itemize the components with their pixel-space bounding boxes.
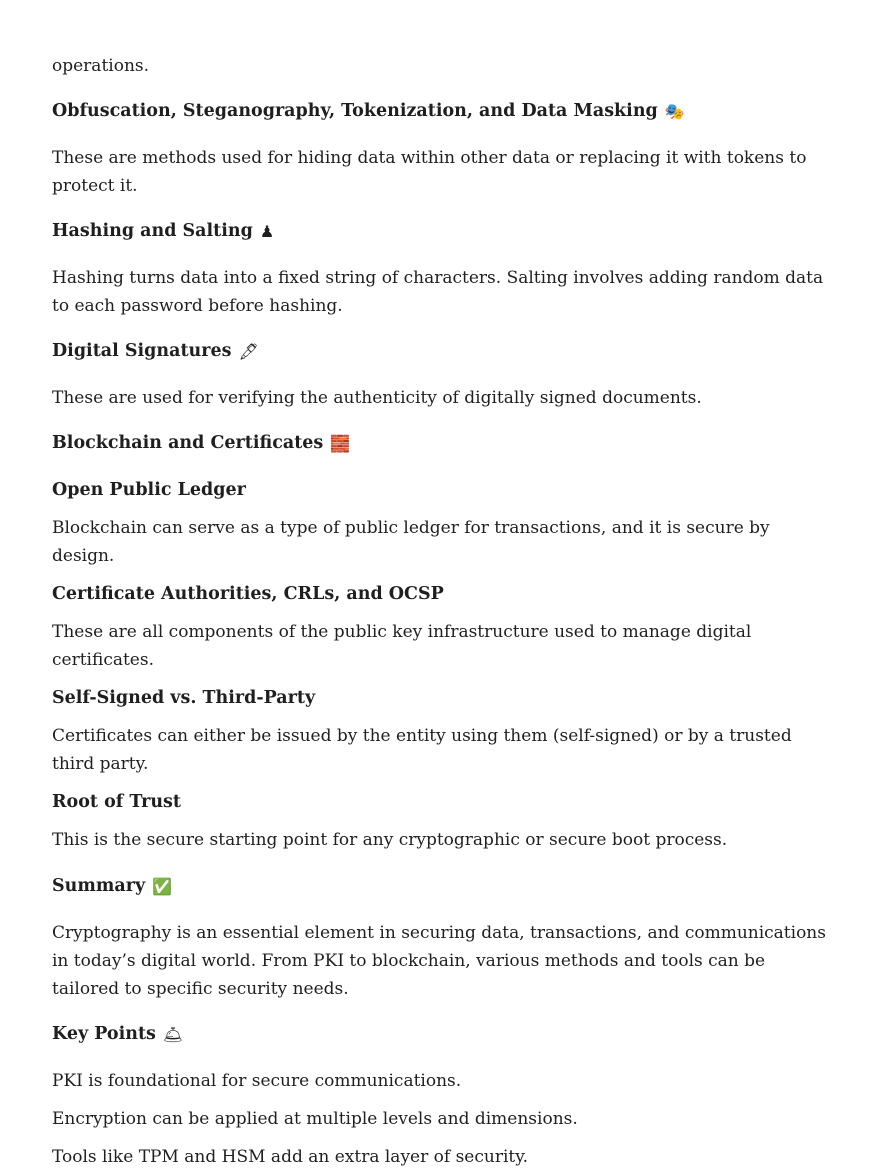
key-point-item: PKI is foundational for secure communications. (52, 1071, 462, 1091)
article-body (52, 52, 828, 1171)
subsection-heading: Certificate Authorities, CRLs, and OCSP (52, 584, 444, 604)
section-heading (52, 97, 828, 126)
heading-text: Obfuscation, Steganography, Tokenization, and Data Masking (52, 101, 658, 121)
section-heading (52, 872, 828, 901)
heading-text: Key Points (52, 1024, 156, 1044)
body-paragraph: These are all components of the public key infrastructure used to manage digital certificates. (52, 622, 752, 670)
body-paragraph: Blockchain can serve as a type of public ledger for transactions, and it is secure by design. (52, 518, 770, 566)
section-heading (52, 429, 828, 458)
check-mark-icon: ✅ (152, 877, 173, 896)
body-paragraph: This is the secure starting point for any cryptographic or secure boot process. (52, 830, 728, 850)
fountain-pen-icon: 🖋 (238, 342, 259, 361)
brick-icon: 🧱 (330, 434, 351, 453)
heading-text: Hashing and Salting (52, 221, 253, 241)
bellhop-bell-icon: 🛎 (162, 1025, 184, 1044)
body-paragraph: Certificates can either be issued by the entity using them (self-signed) or by a trusted third party. (52, 726, 792, 774)
body-paragraph: Cryptography is an essential element in securing data, transactions, and communications in today’s digital world. From PKI to blockchain, various methods and tools can be tailored to specific security needs. (52, 923, 826, 999)
theater-masks-icon: 🎭 (664, 102, 685, 121)
heading-text: Summary (52, 876, 146, 896)
heading-text: Digital Signatures (52, 341, 232, 361)
body-paragraph: These are used for verifying the authenticity of digitally signed documents. (52, 388, 702, 408)
subsection-heading: Self-Signed vs. Third-Party (52, 688, 316, 708)
body-paragraph: Hashing turns data into a fixed string of characters. Salting involves adding random data to each password before hashing. (52, 268, 824, 316)
subsection-heading: Root of Trust (52, 792, 181, 812)
body-paragraph: These are methods used for hiding data within other data or replacing it with tokens to protect it. (52, 148, 807, 196)
key-point-item: Encryption can be applied at multiple levels and dimensions. (52, 1109, 578, 1129)
section-heading (52, 217, 828, 246)
subsection-heading: Open Public Ledger (52, 480, 246, 500)
body-paragraph: operations. (52, 56, 150, 76)
section-heading (52, 337, 828, 366)
chess-pawn-icon: ♟ (259, 222, 275, 241)
heading-text: Blockchain and Certificates (52, 433, 324, 453)
section-heading (52, 1020, 828, 1049)
key-point-item: Tools like TPM and HSM add an extra layer of security. (52, 1147, 528, 1167)
